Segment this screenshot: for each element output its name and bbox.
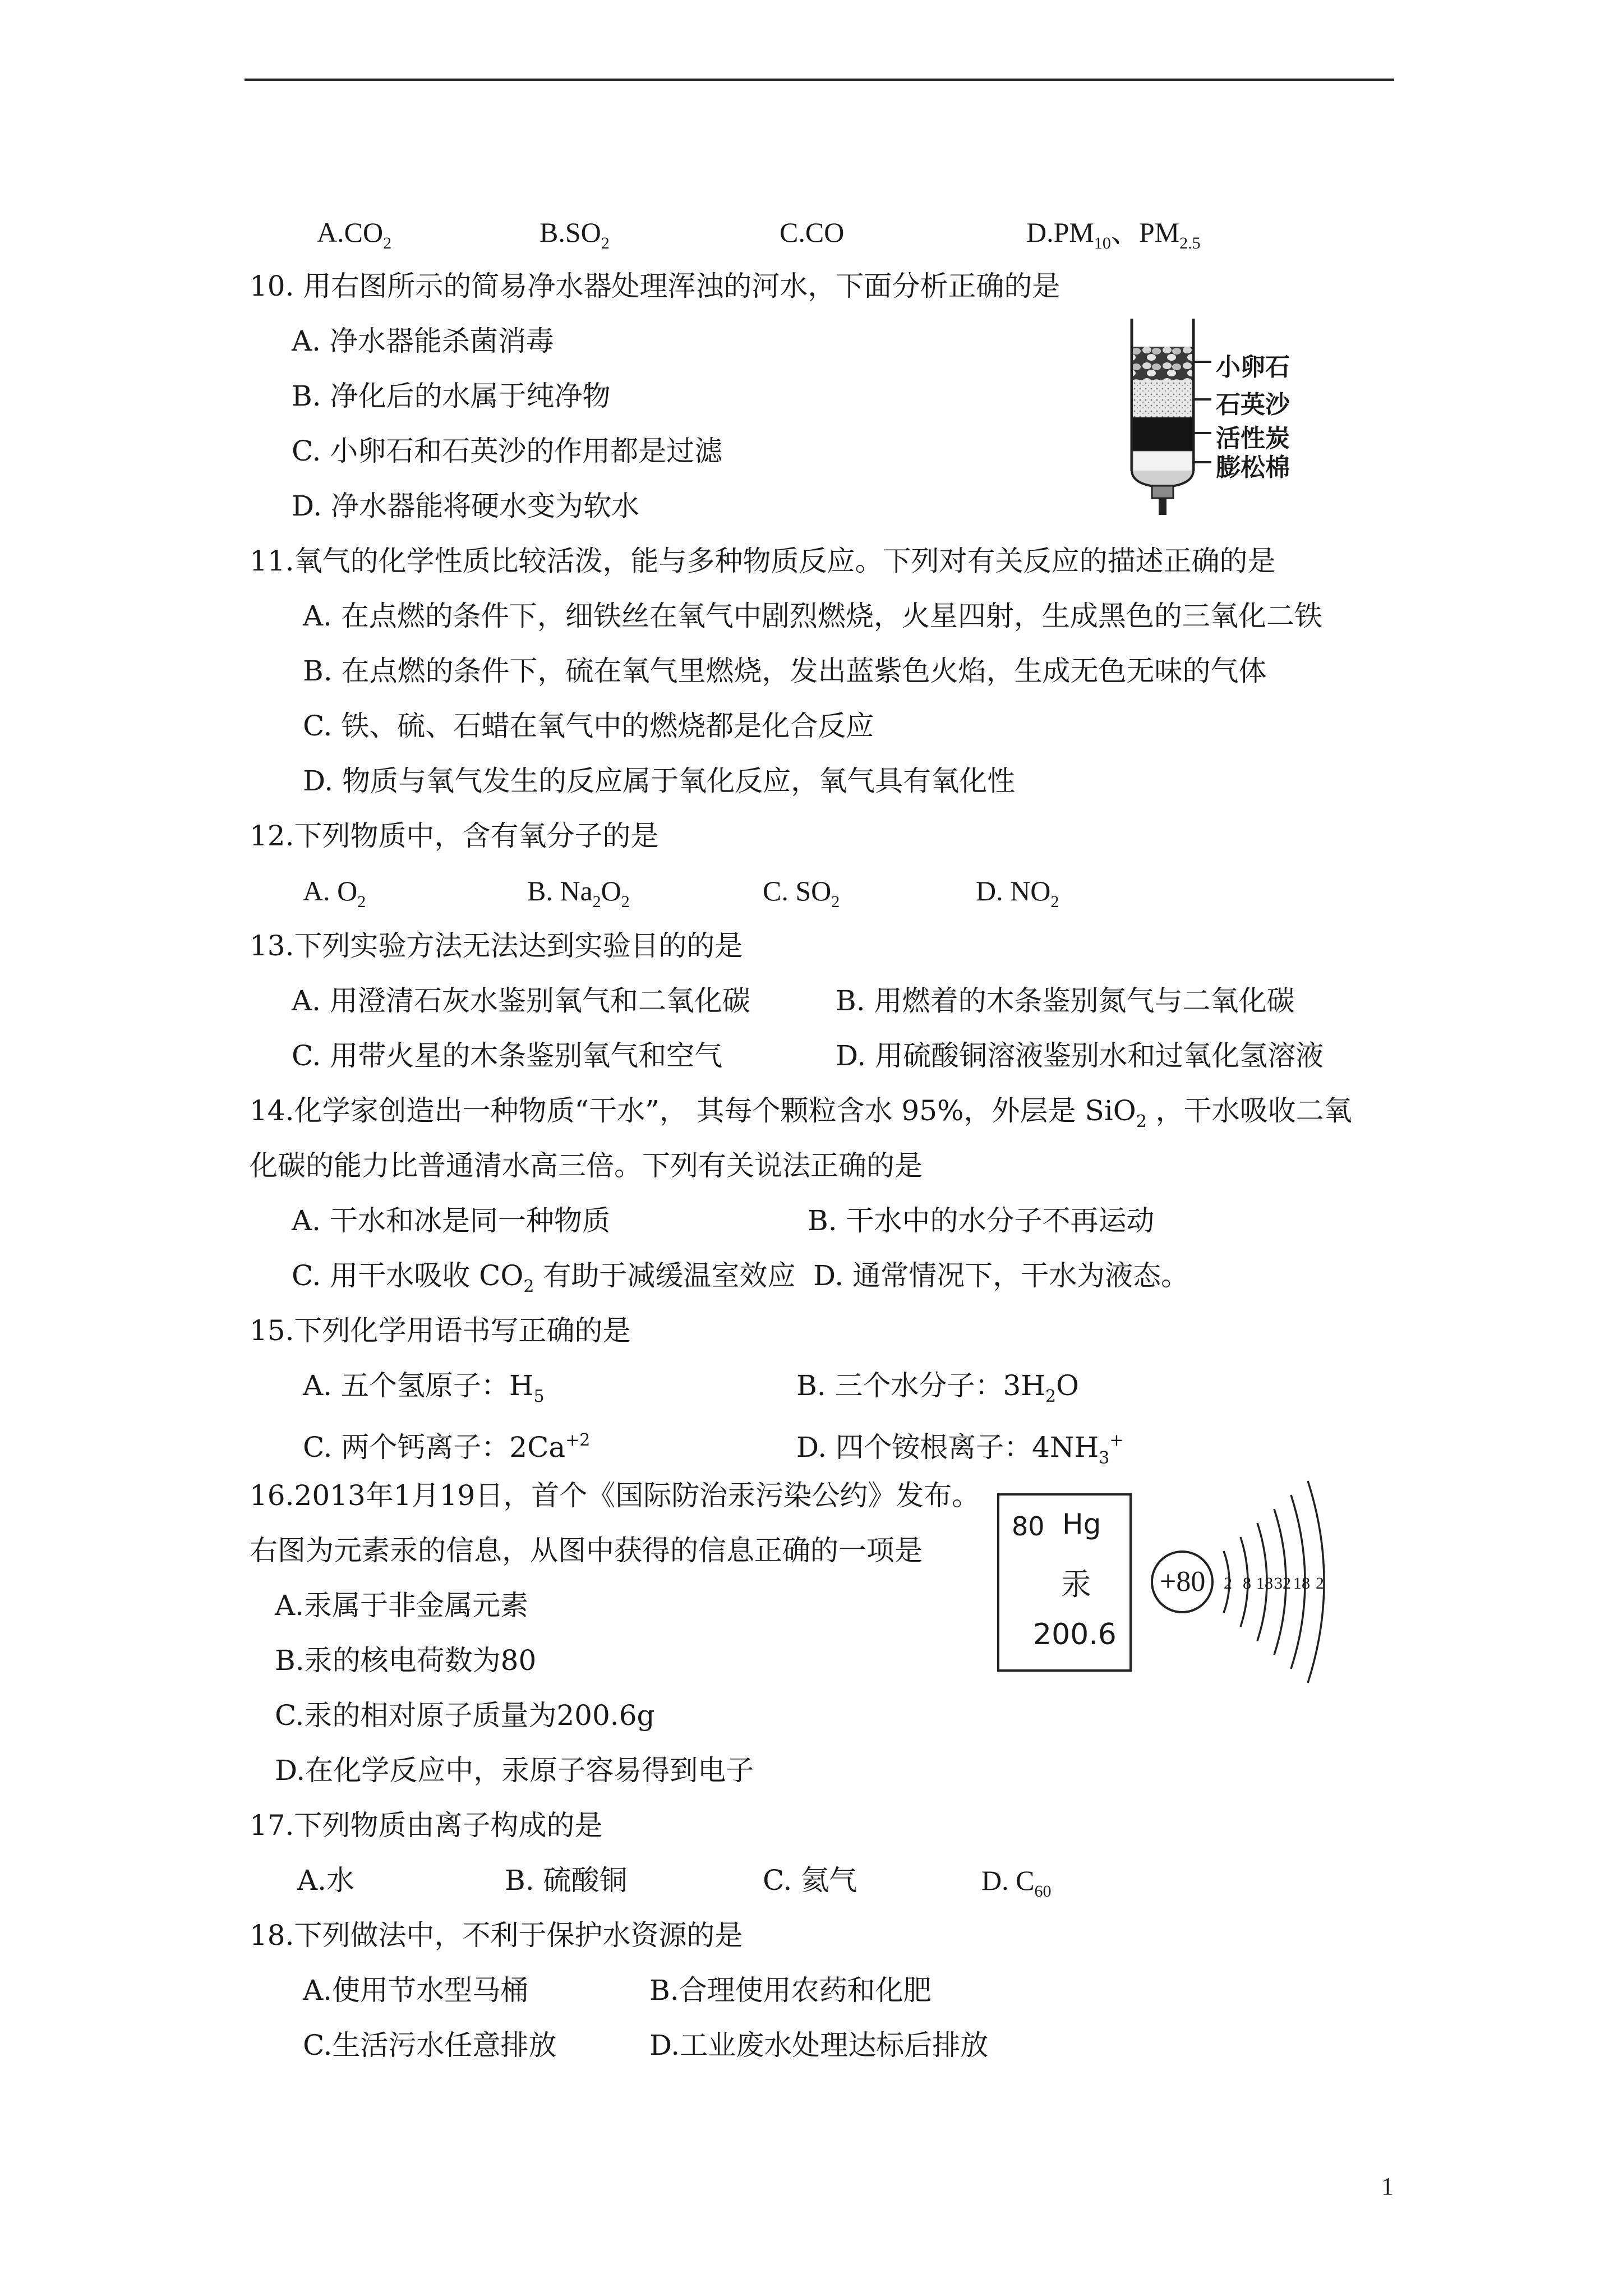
q11-option-b: B. 在点燃的条件下，硫在氧气里燃烧，发出蓝紫色火焰，生成无色无味的气体 <box>303 655 1267 687</box>
filter-label-pebbles: 小卵石 <box>1216 353 1290 381</box>
q17-option-d: D. $C_{60}$ <box>981 1865 1052 1901</box>
q15-option-b: B. 三个水分子：$3H_2O$ <box>796 1369 1080 1406</box>
q14-option-b: B. 干水中的水分子不再运动 <box>808 1204 1155 1237</box>
q14-option-c: C. 用干水吸收 $CO_2$ 有助于减缓温室效应 <box>292 1259 796 1296</box>
q16-option-d: D.在化学反应中，汞原子容易得到电子 <box>275 1754 754 1787</box>
q18-stem: 18.下列做法中，不利于保护水资源的是 <box>250 1919 743 1952</box>
q11-option-c: C. 铁、硫、石蜡在氧气中的燃烧都是化合反应 <box>303 710 874 742</box>
q11-option-a: A. 在点燃的条件下，细铁丝在氧气中剧烈燃烧，火星四射，生成黑色的三氧化二铁 <box>303 600 1322 632</box>
q12-option-a: A. $O_2$ <box>303 875 366 911</box>
q15-stem: 15.下列化学用语书写正确的是 <box>250 1314 631 1347</box>
atom-structure-diagram <box>1144 1458 1380 1705</box>
q14-stem-line1: 14.化学家创造出一种物质“干水”， 其每个颗粒含水 95%，外层是 SiO$_2$ ，干水吸收二氧 <box>250 1094 1352 1131</box>
shell-1-count: 2 <box>1224 1574 1232 1593</box>
q17-option-a: A.水 <box>297 1864 355 1897</box>
q18-option-c: C.生活污水任意排放 <box>303 2029 557 2062</box>
q12-option-b: B. $Na_2O_2$ <box>527 875 630 911</box>
q13-option-c: C. 用带火星的木条鉴别氧气和空气 <box>292 1039 723 1072</box>
q10-option-b: B. 净化后的水属于纯净物 <box>292 380 611 412</box>
q13-option-b: B. 用燃着的木条鉴别氮气与二氧化碳 <box>836 984 1295 1017</box>
q17-stem: 17.下列物质由离子构成的是 <box>250 1809 603 1842</box>
q9-option-d: $D.PM_{10}$、$PM_{2.5}$ <box>1026 217 1201 252</box>
q10-option-a: A. 净水器能杀菌消毒 <box>292 325 554 357</box>
element-symbol: Hg <box>1062 1508 1101 1540</box>
q16-stem-line2: 右图为元素汞的信息，从图中获得的信息正确的一项是 <box>250 1534 923 1567</box>
q9-option-a: $A.CO_2$ <box>317 217 392 252</box>
q10-option-d: D. 净水器能将硬水变为软水 <box>292 490 640 522</box>
q13-option-a: A. 用澄清石灰水鉴别氧气和二氧化碳 <box>292 984 750 1017</box>
q10-stem: 10. 用右图所示的简易净水器处理浑浊的河水，下面分析正确的是 <box>250 270 1061 302</box>
filter-label-activated-carbon: 活性炭 <box>1216 424 1290 453</box>
q16-option-c: C.汞的相对原子质量为200.6g <box>275 1699 655 1732</box>
q13-stem: 13.下列实验方法无法达到实验目的的是 <box>250 930 743 962</box>
q9-option-b: $B.SO_2$ <box>540 217 610 252</box>
shell-5-count: 18 <box>1293 1574 1310 1593</box>
element-name: 汞 <box>1061 1567 1091 1602</box>
element-atomic-number: 80 <box>1012 1511 1045 1542</box>
element-card-mercury <box>997 1493 1132 1672</box>
filter-label-cotton: 膨松棉 <box>1216 453 1290 482</box>
q15-option-a: A. 五个氢原子：$H_5$ <box>303 1369 545 1406</box>
q15-option-c: C. 两个钙离子：$2Ca^{+2}$ <box>303 1430 591 1464</box>
q13-option-d: D. 用硫酸铜溶液鉴别水和过氧化氢溶液 <box>836 1039 1324 1072</box>
q11-stem: 11.氧气的化学性质比较活泼，能与多种物质反应。下列对有关反应的描述正确的是 <box>250 545 1276 577</box>
q18-option-a: A.使用节水型马桶 <box>303 1974 529 2007</box>
q12-stem: 12.下列物质中，含有氧分子的是 <box>250 820 659 852</box>
q9-option-c: C.CO <box>780 217 845 248</box>
filter-label-quartz-sand: 石英沙 <box>1216 390 1290 419</box>
q14-option-a: A. 干水和冰是同一种物质 <box>292 1204 610 1237</box>
page-number: 1 <box>1381 2173 1394 2200</box>
q10-option-c: C. 小卵石和石英沙的作用都是过滤 <box>292 435 723 467</box>
element-atomic-mass: 200.6 <box>1033 1618 1117 1651</box>
q16-option-a: A.汞属于非金属元素 <box>275 1589 529 1622</box>
q11-option-d: D. 物质与氧气发生的反应属于氧化反应，氧气具有氧化性 <box>303 765 1016 797</box>
q18-option-d: D.工业废水处理达标后排放 <box>649 2029 989 2062</box>
q12-option-d: D. $NO_2$ <box>976 875 1059 911</box>
header-rule <box>245 79 1394 81</box>
shell-6-count: 2 <box>1316 1574 1324 1593</box>
q16-option-b: B.汞的核电荷数为80 <box>275 1644 537 1677</box>
q12-option-c: C. $SO_2$ <box>763 875 840 911</box>
shell-3-count: 18 <box>1256 1574 1273 1593</box>
nucleus-charge: +80 <box>1160 1566 1206 1598</box>
q17-option-c: C. 氦气 <box>763 1864 857 1897</box>
q15-option-d: D. 四个铵根离子：$4NH_3^+$ <box>796 1430 1124 1468</box>
shell-2-count: 8 <box>1243 1574 1251 1593</box>
q17-option-b: B. 硫酸铜 <box>505 1864 628 1897</box>
q18-option-b: B.合理使用农药和化肥 <box>649 1974 932 2007</box>
q14-option-d: D. 通常情况下，干水为液态。 <box>813 1259 1189 1292</box>
q16-stem-line1: 16.2013年1月19日，首个《国际防治汞污染公约》发布。 <box>250 1479 980 1512</box>
shell-4-count: 32 <box>1274 1574 1291 1593</box>
water-filter-diagram <box>1122 314 1374 516</box>
q14-stem-line2: 化碳的能力比普通清水高三倍。下列有关说法正确的是 <box>250 1149 923 1182</box>
